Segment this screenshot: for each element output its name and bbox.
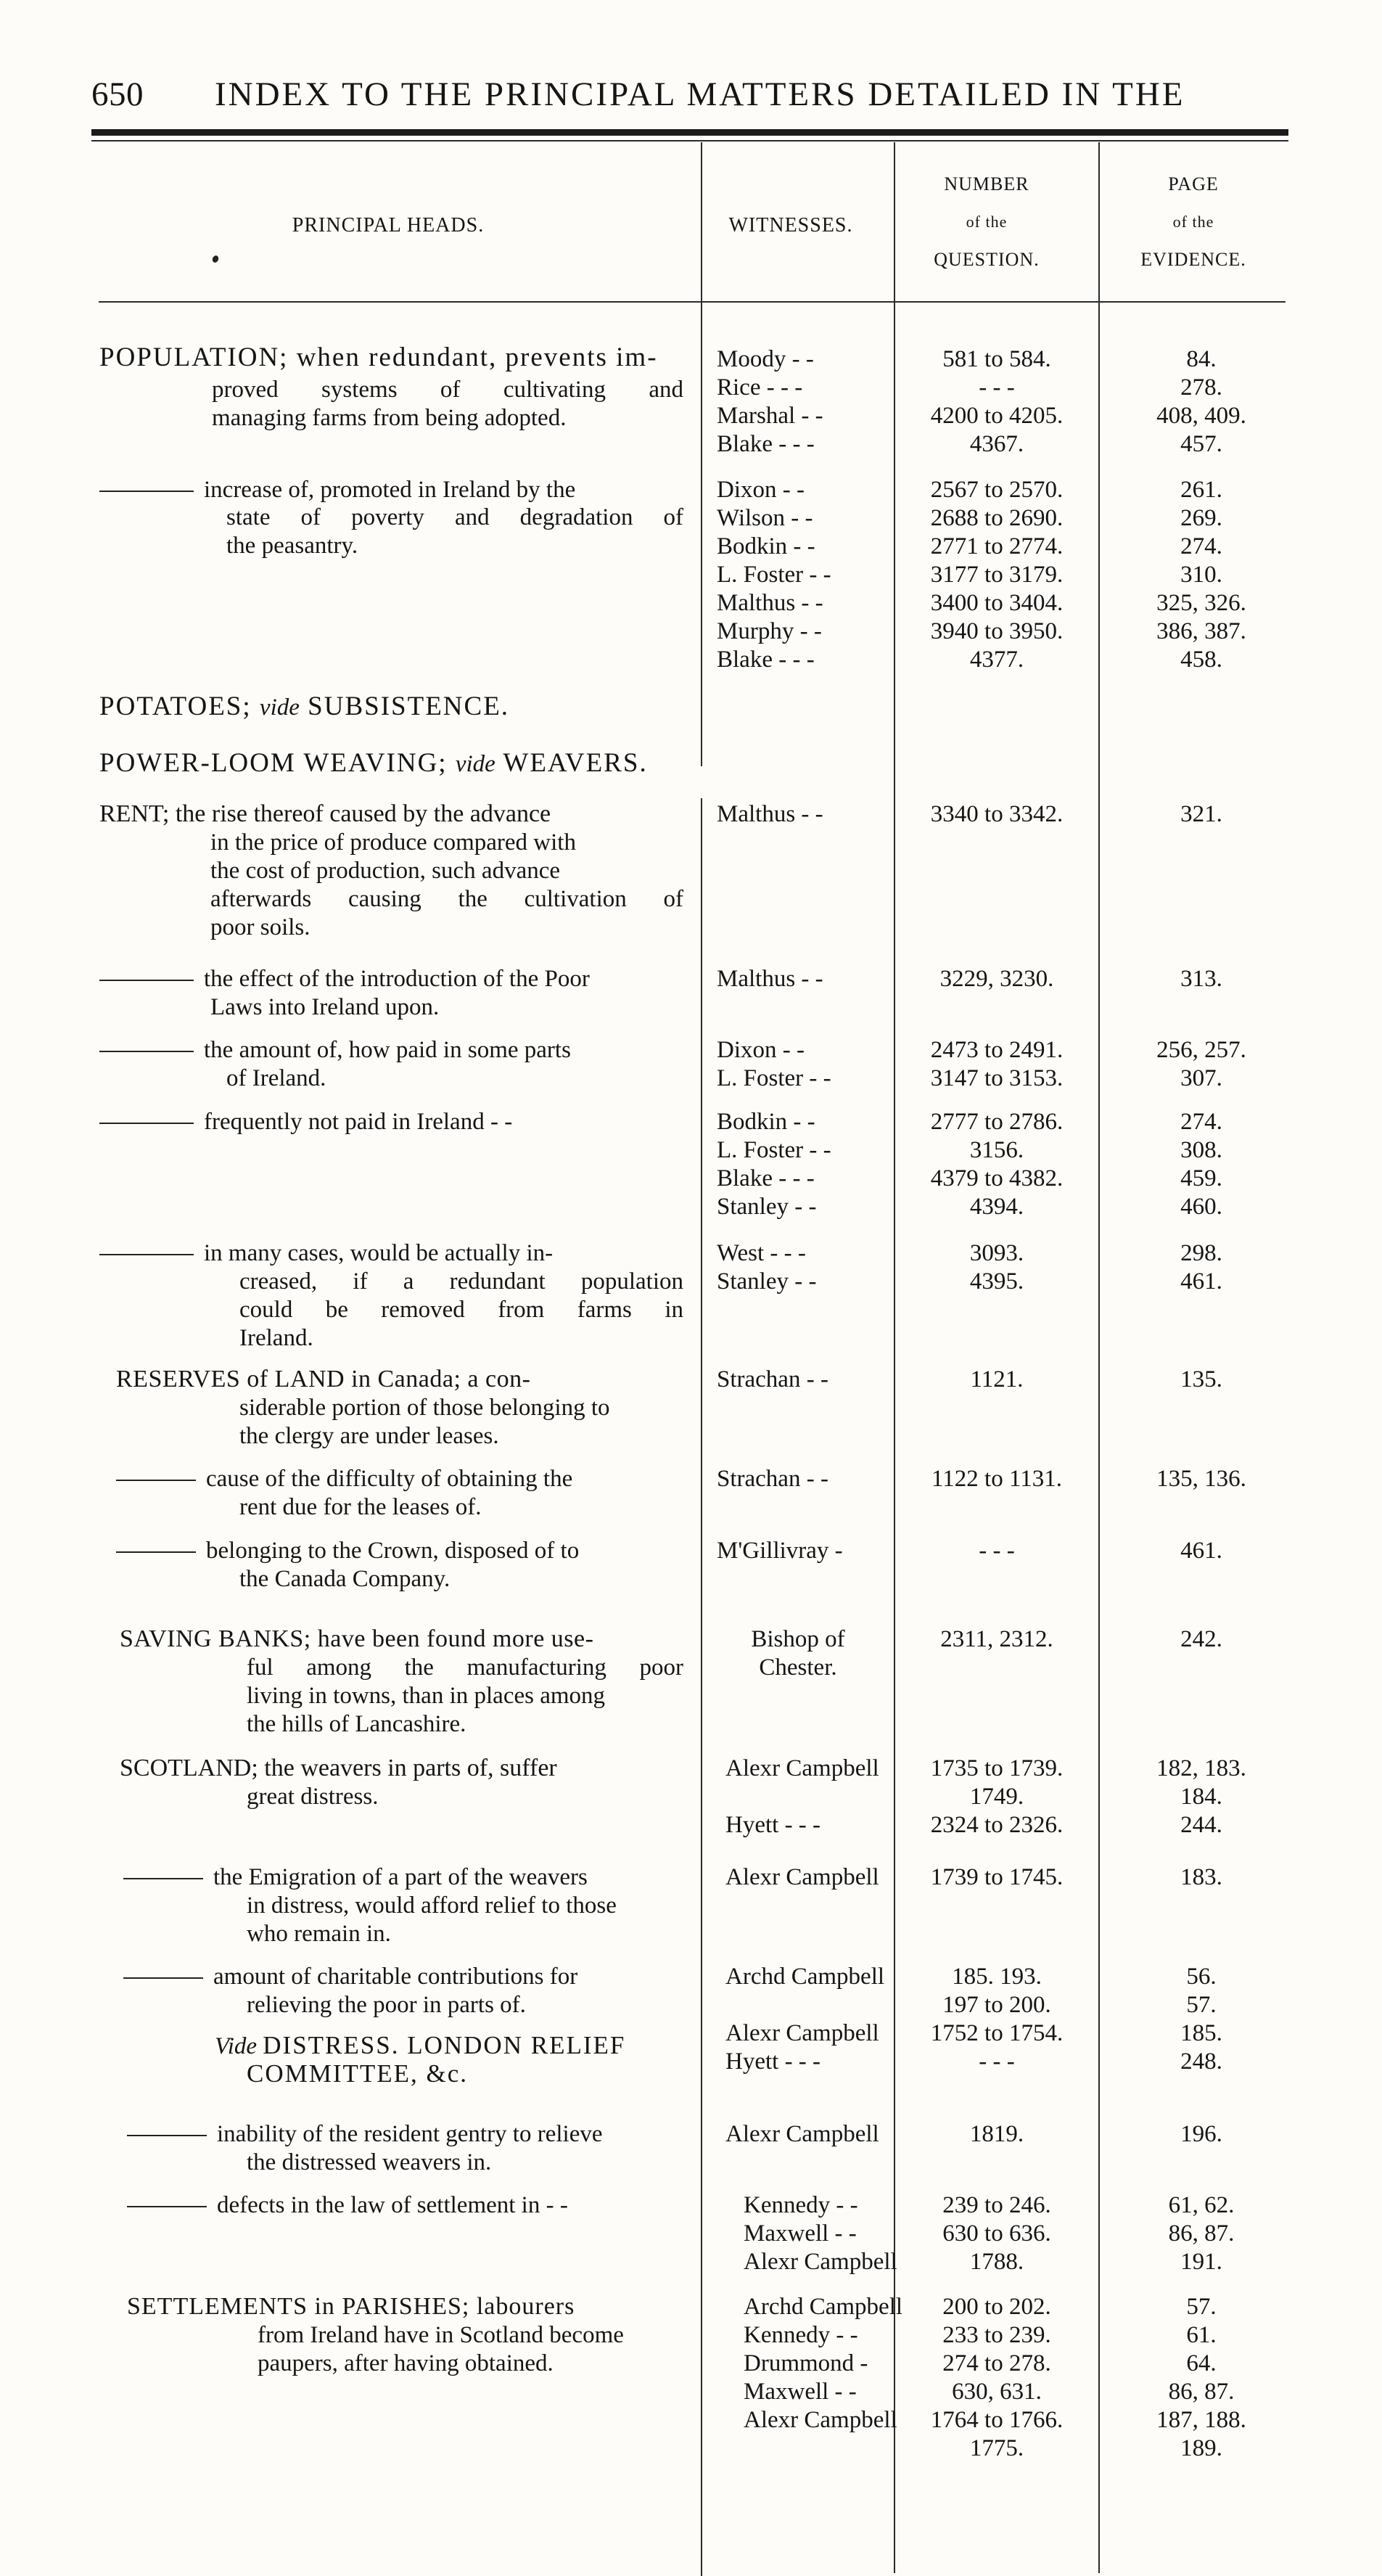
column-heading-page bbox=[1095, 165, 1291, 279]
question-number: 1749. bbox=[969, 1784, 1024, 1810]
witness: Alexr Campbell bbox=[725, 2020, 879, 2046]
text-line: from Ireland have in Scotland become bbox=[258, 2322, 624, 2348]
text-line: increase of, promoted in Ireland by the bbox=[204, 477, 576, 503]
question-number: 2567 to 2570. bbox=[930, 477, 1064, 503]
witness-list bbox=[725, 1963, 884, 2076]
evidence-page: 298. bbox=[1180, 1240, 1222, 1266]
question-numbers bbox=[897, 345, 1097, 459]
evidence-page: 274. bbox=[1180, 533, 1222, 559]
question-number: 3400 to 3404. bbox=[930, 590, 1064, 616]
text-line: the Canada Company. bbox=[239, 1566, 451, 1592]
evidence-pages bbox=[1101, 2293, 1301, 2463]
evidence-page: 182, 183. bbox=[1156, 1755, 1246, 1781]
evidence-page: 459. bbox=[1180, 1165, 1222, 1191]
page-number: 650 bbox=[91, 75, 144, 113]
text-line: creased, if a redundant population bbox=[239, 1268, 683, 1295]
question-number: 185. 193. bbox=[952, 1964, 1042, 1990]
ditto-dash bbox=[99, 1051, 194, 1052]
ditto-dash bbox=[99, 491, 194, 492]
column-heading-witnesses: WITNESSES. bbox=[728, 214, 853, 237]
evidence-page: 185. bbox=[1180, 2020, 1222, 2046]
witness: Dixon - - bbox=[717, 477, 805, 503]
evidence-page: 256, 257. bbox=[1156, 1037, 1246, 1063]
text-line: proved systems of cultivating and bbox=[212, 377, 683, 403]
cross-reference-power-loom bbox=[99, 747, 648, 780]
column-heading-principal-heads: PRINCIPAL HEADS. bbox=[292, 214, 485, 237]
entry-subheading bbox=[127, 2191, 568, 2219]
evidence-page: 461. bbox=[1180, 1268, 1222, 1295]
evidence-page: 307. bbox=[1180, 1065, 1222, 1091]
entry-subheading bbox=[116, 1537, 579, 1564]
entry-subheading bbox=[116, 1465, 572, 1493]
question-number: 1739 to 1745. bbox=[930, 1864, 1064, 1890]
evidence-page: 183. bbox=[1180, 1864, 1222, 1890]
ditto-dash bbox=[116, 1551, 196, 1553]
evidence-page: 308. bbox=[1180, 1137, 1222, 1163]
evidence-pages bbox=[1101, 1755, 1301, 1839]
evidence-page: 196. bbox=[1180, 2121, 1222, 2147]
question-number: 233 to 239. bbox=[942, 2322, 1051, 2348]
witness: Alexr Campbell bbox=[725, 2121, 879, 2147]
witness-list bbox=[717, 1036, 831, 1093]
ditto-dash bbox=[123, 1878, 203, 1879]
vide: Vide bbox=[215, 2033, 258, 2059]
witness: Alexr Campbell bbox=[725, 1864, 879, 1890]
witness: L. Foster - - bbox=[717, 1137, 831, 1163]
entry-text bbox=[239, 1394, 683, 1451]
witness-list bbox=[744, 2191, 897, 2276]
entry-text bbox=[239, 1268, 683, 1353]
question-numbers bbox=[897, 476, 1097, 674]
evidence-pages bbox=[1101, 1108, 1301, 1221]
witness: Bodkin - - bbox=[717, 1109, 815, 1135]
witness-list bbox=[744, 1625, 852, 1682]
question-number: 239 to 246. bbox=[942, 2192, 1051, 2218]
entry-text bbox=[247, 1892, 683, 1948]
question-number: 1775. bbox=[969, 2435, 1024, 2461]
witness: Blake - - - bbox=[717, 647, 815, 673]
witness: Maxwell - - bbox=[744, 2379, 857, 2405]
evidence-page: 61. bbox=[1186, 2322, 1217, 2348]
entry-heading: POPULATION; when redundant, prevents im- bbox=[99, 342, 658, 372]
text-line: afterwards causing the cultivation of bbox=[210, 886, 683, 912]
entry-heading bbox=[99, 800, 551, 828]
text-line: cause of the difficulty of obtaining the bbox=[206, 1466, 573, 1492]
text-line: living in towns, than in places among bbox=[247, 1683, 606, 1709]
text-line: in many cases, would be actually in- bbox=[204, 1240, 554, 1266]
question-number: 4367. bbox=[969, 431, 1024, 457]
evidence-page: 274. bbox=[1180, 1109, 1222, 1135]
question-number: 1788. bbox=[969, 2249, 1024, 2275]
witness: West - - - bbox=[717, 1240, 806, 1266]
cross-reference-target: WEAVERS. bbox=[503, 748, 648, 778]
text-line: Ireland. bbox=[239, 1325, 313, 1351]
evidence-page: 189. bbox=[1180, 2435, 1222, 2461]
text-line: managing farms from being adopted. bbox=[212, 405, 567, 431]
question-number: 2324 to 2326. bbox=[930, 1812, 1064, 1838]
text-line: paupers, after having obtained. bbox=[258, 2350, 554, 2376]
text-line: poor soils. bbox=[210, 914, 310, 940]
text-line: defects in the law of settlement in - - bbox=[217, 2192, 568, 2218]
entry-heading: POTATOES; bbox=[99, 692, 252, 721]
question-number: 1752 to 1754. bbox=[930, 2020, 1064, 2046]
witness: Strachan - - bbox=[717, 1366, 828, 1392]
text-line: rent due for the leases of. bbox=[239, 1494, 482, 1520]
question-number: 3147 to 3153. bbox=[930, 1065, 1064, 1091]
evidence-page: 457. bbox=[1180, 431, 1222, 457]
ink-speck bbox=[211, 255, 219, 263]
column-heading-number bbox=[889, 165, 1085, 279]
ditto-dash bbox=[99, 1123, 194, 1124]
text-line: could be removed from farms in bbox=[239, 1297, 683, 1323]
witness: Rice - - - bbox=[717, 374, 803, 401]
header-rule-thick bbox=[91, 129, 1288, 136]
entry-heading: POWER-LOOM WEAVING; bbox=[99, 748, 448, 778]
evidence-page: 61, 62. bbox=[1168, 2192, 1235, 2218]
witness: Malthus - - bbox=[717, 801, 823, 827]
witness-list bbox=[725, 1755, 879, 1839]
text-line: frequently not paid in Ireland - - bbox=[204, 1109, 513, 1135]
entry-subheading bbox=[99, 1108, 512, 1136]
text-line: the effect of the introduction of the Poor bbox=[204, 966, 590, 992]
witness: Marshal - - bbox=[717, 403, 823, 429]
witness: Stanley - - bbox=[717, 1268, 817, 1295]
ditto-dash bbox=[116, 1480, 196, 1481]
witness: Alexr Campbell bbox=[725, 1755, 879, 1781]
heading-line: QUESTION. bbox=[934, 249, 1040, 270]
cross-reference-potatoes bbox=[99, 691, 509, 723]
witness-list bbox=[744, 2293, 902, 2435]
witness-list bbox=[717, 1239, 816, 1296]
question-number: 4394. bbox=[969, 1194, 1024, 1220]
text-line: state of poverty and degradation of bbox=[226, 504, 683, 530]
evidence-pages bbox=[1101, 1036, 1301, 1093]
vide: vide bbox=[455, 751, 495, 777]
question-numbers bbox=[897, 1963, 1097, 2076]
question-number: 274 to 278. bbox=[942, 2350, 1051, 2376]
evidence-page: 458. bbox=[1180, 647, 1222, 673]
evidence-page: 184. bbox=[1180, 1784, 1222, 1810]
cross-reference-target: COMMITTEE, &c. bbox=[247, 2059, 469, 2088]
witness: M'Gillivray - bbox=[717, 1538, 843, 1564]
evidence-pages bbox=[1101, 1239, 1301, 1296]
question-number: 3340 to 3342. bbox=[930, 801, 1064, 827]
entry-subheading bbox=[99, 476, 575, 504]
ditto-dash bbox=[127, 2206, 207, 2207]
evidence-page: 56. bbox=[1186, 1964, 1217, 1990]
header-rule-thin bbox=[91, 140, 1288, 141]
witness: Drummond - bbox=[744, 2350, 868, 2376]
entry-text bbox=[212, 376, 683, 432]
text-line: of Ireland. bbox=[226, 1065, 326, 1091]
evidence-pages bbox=[1101, 1963, 1301, 2076]
witness-list bbox=[717, 476, 831, 674]
heading-line: NUMBER bbox=[944, 173, 1029, 194]
question-numbers bbox=[897, 1036, 1097, 1093]
entry-subheading bbox=[99, 1239, 553, 1267]
text-line: relieving the poor in parts of. bbox=[247, 1992, 526, 2018]
witness: Strachan - - bbox=[717, 1466, 828, 1492]
text-line: Laws into Ireland upon. bbox=[210, 994, 440, 1020]
vide: vide bbox=[259, 694, 300, 721]
witness: Murphy - - bbox=[717, 618, 822, 644]
heading-line: PAGE bbox=[1168, 173, 1219, 194]
evidence-pages bbox=[1101, 476, 1301, 674]
witness bbox=[725, 1783, 879, 1811]
text-line: the peasantry. bbox=[226, 533, 358, 559]
question-number: 630, 631. bbox=[952, 2379, 1042, 2405]
question-number: 2473 to 2491. bbox=[930, 1037, 1064, 1063]
evidence-page: 269. bbox=[1180, 505, 1222, 531]
witness: Malthus - - bbox=[717, 966, 823, 992]
question-number: 1121. bbox=[970, 1366, 1024, 1392]
evidence-page: 248. bbox=[1180, 2048, 1222, 2075]
witness: Bishop of bbox=[751, 1626, 845, 1652]
page-title: INDEX TO THE PRINCIPAL MATTERS DETAILED IN THE bbox=[215, 75, 1185, 113]
text-line: in the price of produce compared with bbox=[210, 829, 576, 856]
text-line: inability of the resident gentry to relieve bbox=[217, 2121, 603, 2147]
text-line: belonging to the Crown, disposed of to bbox=[206, 1538, 580, 1564]
question-number: 1122 to 1131. bbox=[931, 1466, 1062, 1492]
witness: Maxwell - - bbox=[744, 2220, 857, 2247]
question-number: 2771 to 2774. bbox=[930, 533, 1064, 559]
evidence-page: 244. bbox=[1180, 1812, 1222, 1838]
evidence-page: 57. bbox=[1186, 1992, 1217, 2018]
entry-text bbox=[210, 829, 683, 942]
witness: Malthus - - bbox=[717, 590, 823, 616]
entry-subheading bbox=[127, 2120, 603, 2148]
question-number: 1735 to 1739. bbox=[930, 1755, 1064, 1781]
question-number: 581 to 584. bbox=[942, 346, 1051, 372]
question-number: 2311, 2312. bbox=[940, 1626, 1053, 1652]
entry-heading: SCOTLAND; the weavers in parts of, suffer bbox=[120, 1755, 557, 1781]
evidence-page: 261. bbox=[1180, 477, 1222, 503]
question-number: 1764 to 1766. bbox=[930, 2407, 1064, 2433]
evidence-page: 278. bbox=[1180, 374, 1222, 401]
evidence-page: 313. bbox=[1180, 966, 1222, 992]
cross-reference-target: SUBSISTENCE. bbox=[308, 692, 510, 721]
heading-line: of the bbox=[966, 213, 1008, 231]
column-rule-witnesses-top bbox=[701, 142, 702, 766]
evidence-page: 57. bbox=[1186, 2294, 1217, 2320]
evidence-page: 135, 136. bbox=[1156, 1466, 1246, 1492]
witness: Dixon - - bbox=[717, 1037, 805, 1063]
text-line: who remain in. bbox=[247, 1921, 391, 1947]
question-number: 3229, 3230. bbox=[939, 966, 1054, 992]
entry-subheading bbox=[99, 965, 590, 993]
witness: Blake - - - bbox=[717, 1165, 815, 1191]
question-number: 2688 to 2690. bbox=[930, 505, 1064, 531]
question-numbers bbox=[897, 2191, 1097, 2276]
witness: Stanley - - bbox=[717, 1194, 817, 1220]
witness: Archd Campbell bbox=[744, 2294, 903, 2320]
witness: Blake - - - bbox=[717, 431, 815, 457]
witness: Bodkin - - bbox=[717, 533, 815, 559]
question-number: 3940 to 3950. bbox=[930, 618, 1064, 644]
question-number: 1819. bbox=[969, 2121, 1024, 2147]
evidence-page: 461. bbox=[1180, 1538, 1222, 1564]
text-line: the Emigration of a part of the weavers bbox=[213, 1864, 588, 1890]
question-number: 4200 to 4205. bbox=[930, 403, 1064, 429]
evidence-page: 191. bbox=[1180, 2249, 1222, 2275]
text-line: the cost of production, such advance bbox=[210, 858, 561, 884]
question-number: 3093. bbox=[969, 1240, 1024, 1266]
witness bbox=[725, 1991, 884, 2019]
evidence-page: 321. bbox=[1180, 801, 1222, 827]
entry-heading: SAVING BANKS; have been found more use- bbox=[120, 1625, 594, 1652]
entry-heading: RESERVES of LAND in Canada; a con- bbox=[116, 1366, 531, 1392]
evidence-page: 135. bbox=[1180, 1366, 1222, 1392]
text-line: RENT; the rise thereof caused by the advance bbox=[99, 800, 551, 827]
text-line: the amount of, how paid in some parts bbox=[204, 1037, 571, 1063]
evidence-page: 242. bbox=[1180, 1626, 1222, 1652]
witness: Alexr Campbell bbox=[744, 2249, 897, 2275]
evidence-pages bbox=[1101, 345, 1301, 459]
question-number: 4379 to 4382. bbox=[930, 1165, 1064, 1191]
ditto-dash bbox=[99, 980, 194, 981]
evidence-page: 187, 188. bbox=[1156, 2407, 1246, 2433]
entry-text bbox=[226, 504, 683, 560]
heading-line: EVIDENCE. bbox=[1140, 249, 1246, 270]
ditto-dash bbox=[123, 1977, 203, 1979]
witness: L. Foster - - bbox=[717, 1065, 831, 1091]
text-line: ful among the manufacturing poor bbox=[247, 1654, 683, 1681]
question-number: 630 to 636. bbox=[942, 2220, 1051, 2247]
witness: Alexr Campbell bbox=[744, 2407, 897, 2433]
entry-subheading bbox=[123, 1863, 588, 1891]
question-number: 3177 to 3179. bbox=[930, 562, 1064, 588]
question-numbers bbox=[897, 1239, 1097, 1296]
witness-list bbox=[717, 1108, 831, 1221]
entry-heading: SETTLEMENTS in PARISHES; labourers bbox=[127, 2293, 575, 2320]
evidence-page: 64. bbox=[1186, 2350, 1217, 2376]
question-number: 2777 to 2786. bbox=[930, 1109, 1064, 1135]
question-numbers bbox=[897, 1108, 1097, 1221]
cross-reference-distress bbox=[215, 2032, 625, 2060]
question-number: - - - bbox=[979, 2048, 1015, 2075]
evidence-page: 460. bbox=[1180, 1194, 1222, 1220]
evidence-page: 86, 87. bbox=[1168, 2220, 1235, 2247]
column-rule-witnesses bbox=[701, 798, 702, 2576]
evidence-page: 325, 326. bbox=[1156, 590, 1246, 616]
text-line: siderable portion of those belonging to bbox=[239, 1395, 610, 1421]
entry-subheading bbox=[99, 1036, 571, 1064]
evidence-page: 386, 387. bbox=[1156, 618, 1246, 644]
question-number: 3156. bbox=[969, 1137, 1024, 1163]
question-number: 200 to 202. bbox=[942, 2294, 1051, 2320]
entry-text bbox=[258, 2321, 683, 2378]
witness: Chester. bbox=[759, 1654, 837, 1681]
column-heading-rule bbox=[99, 301, 1286, 303]
question-number: 197 to 200. bbox=[942, 1992, 1051, 2018]
question-numbers bbox=[897, 1755, 1097, 1839]
evidence-page: 310. bbox=[1180, 562, 1222, 588]
ditto-dash bbox=[99, 1254, 194, 1255]
witness: Kennedy - - bbox=[744, 2192, 858, 2218]
text-line: in distress, would afford relief to those bbox=[247, 1892, 617, 1919]
witness: Moody - - bbox=[717, 346, 814, 372]
evidence-page: 86, 87. bbox=[1168, 2379, 1235, 2405]
question-number: - - - bbox=[979, 374, 1015, 401]
witness: Wilson - - bbox=[717, 505, 813, 531]
ditto-dash bbox=[127, 2135, 207, 2136]
witness: L. Foster - - bbox=[717, 562, 831, 588]
witness: Hyett - - - bbox=[725, 2048, 821, 2075]
cross-reference-target: DISTRESS. LONDON RELIEF bbox=[263, 2031, 626, 2059]
witness: Archd Campbell bbox=[725, 1964, 885, 1990]
text-line: amount of charitable contributions for bbox=[213, 1964, 578, 1990]
witness: Hyett - - - bbox=[725, 1812, 821, 1838]
entry-text bbox=[247, 1654, 683, 1739]
question-number: 4395. bbox=[969, 1268, 1024, 1295]
entry-subheading bbox=[123, 1963, 577, 1990]
text-line: great distress. bbox=[247, 1784, 379, 1810]
witness-list bbox=[717, 345, 823, 459]
evidence-pages bbox=[1101, 2191, 1301, 2276]
witness: Kennedy - - bbox=[744, 2322, 858, 2348]
column-rule-page bbox=[1098, 142, 1100, 2573]
question-number: 4377. bbox=[969, 647, 1024, 673]
evidence-page: 408, 409. bbox=[1156, 403, 1246, 429]
text-line: the hills of Lancashire. bbox=[247, 1711, 466, 1737]
evidence-page: 84. bbox=[1186, 346, 1217, 372]
question-numbers bbox=[897, 2293, 1097, 2463]
question-number: - - - bbox=[979, 1538, 1015, 1564]
text-line: the clergy are under leases. bbox=[239, 1423, 499, 1449]
text-line: the distressed weavers in. bbox=[247, 2149, 492, 2175]
heading-line: of the bbox=[1172, 213, 1214, 231]
